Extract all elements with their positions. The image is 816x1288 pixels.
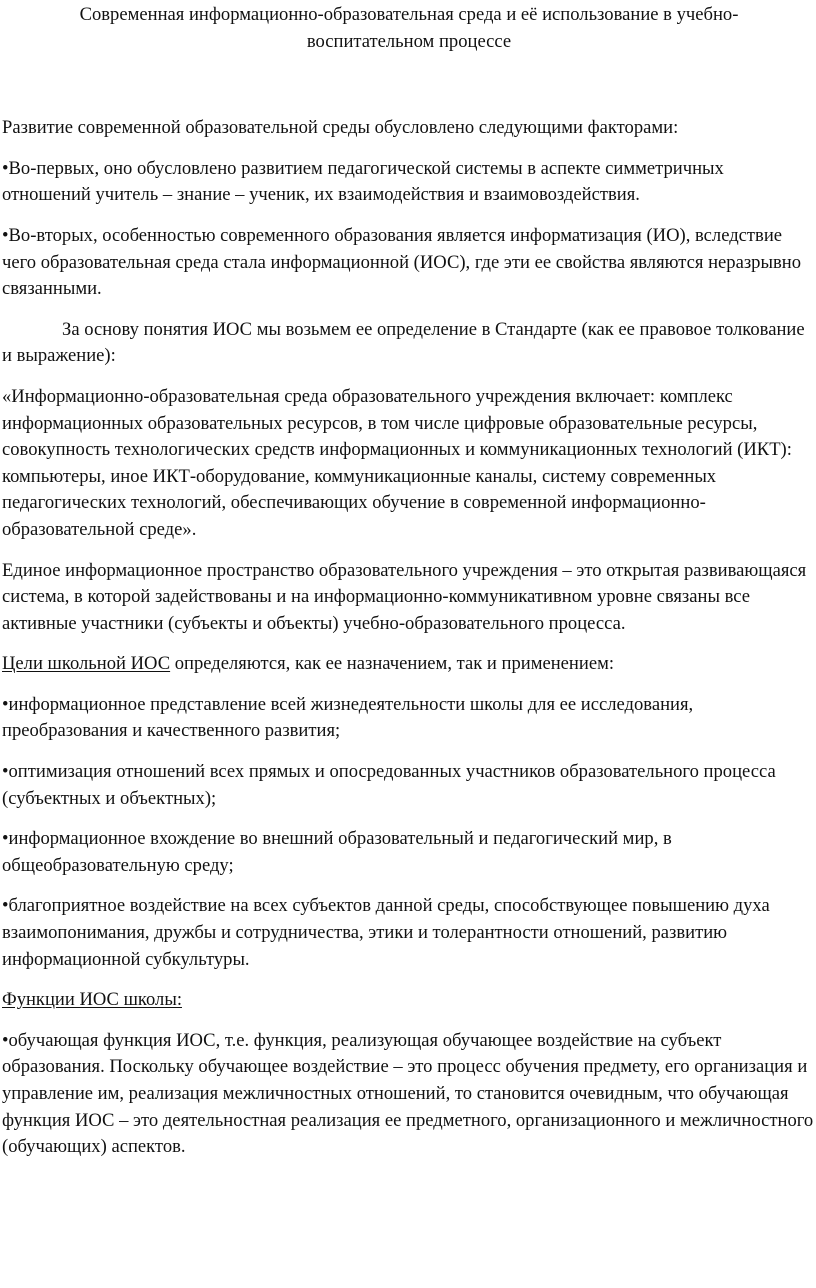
goals-heading: Цели школьной ИОС	[2, 653, 171, 675]
goals-heading-paragraph	[2, 651, 816, 678]
standard-quote-paragraph: «Информационно-образовательная среда образовательного учреждения включает: комплекс информационных образовательных ресурсов, в том числе цифровые образовательные ресурсы, совокупность технологических средств информационных и коммуникационных технологий (ИКТ): компьютеры, иное ИКТ-оборудование, коммуникационные каналы, систему современных педагогических технологий, обеспечивающих обучение в современной информационно-образовательной среде».	[2, 385, 792, 540]
goal-item: •благоприятное воздействие на всех субъектов данной среды, способствующее повышению духа взаимопонимания, дружбы и сотрудничества, этики и толерантности отношений, развитию информационной субкультуры.	[2, 895, 770, 970]
factor-2-paragraph: •Во-вторых, особенностью современного образования является информатизация (ИО), вследствие чего образовательная среда стала информационной (ИОС), где эти ее свойства являются неразрывно связанными.	[2, 224, 802, 300]
function-item: •обучающая функция ИОС, т.е. функция, реализующая обучающее воздействие на субъект образования. Поскольку обучающее воздействие – это процесс обучения предмету, его организация и управление им, реализация межличностных отношений, то становится очевидным, что обучающая функция ИОС – это деятельностная реализация ее предметного, организационного и межличностного (обучающих) аспектов.	[2, 1029, 814, 1158]
info-space-paragraph: Единое информационное пространство образовательного учреждения – это открытая развивающаяся система, в которой задействованы и на информационно-коммуникативном уровне связаны все активные участники (субъекты и объекты) учебно-образовательного процесса.	[2, 559, 807, 634]
functions-heading: Функции ИОС школы:	[2, 989, 182, 1011]
document-title: Современная информационно-образовательная среда и её использование в учебно-воспитательном процессе	[79, 4, 739, 52]
definition-intro-paragraph: За основу понятия ИОС мы возьмем ее определение в Стандарте (как ее правовое толкование и выражение):	[2, 318, 805, 367]
factor-1-paragraph: •Во-первых, оно обусловлено развитием педагогической системы в аспекте симметричных отношений учитель – знание – ученик, их взаимодействия и взаимовоздействия.	[2, 157, 724, 206]
goal-item: •информационное представление всей жизнедеятельности школы для ее исследования, преобразования и качественного развития;	[2, 693, 694, 742]
intro-paragraph: Развитие современной образовательной среды обусловлено следующими факторами:	[2, 117, 679, 139]
functions-heading-paragraph	[2, 987, 816, 1014]
goals-heading-rest: определяются, как ее назначением, так и применением:	[170, 653, 615, 675]
goal-item: •информационное вхождение во внешний образовательный и педагогический мир, в общеобразовательную среду;	[2, 828, 672, 876]
title-spacer	[2, 55, 816, 115]
goal-item: •оптимизация отношений всех прямых и опосредованных участников образовательного процесса (субъектных и объектных);	[2, 761, 776, 809]
